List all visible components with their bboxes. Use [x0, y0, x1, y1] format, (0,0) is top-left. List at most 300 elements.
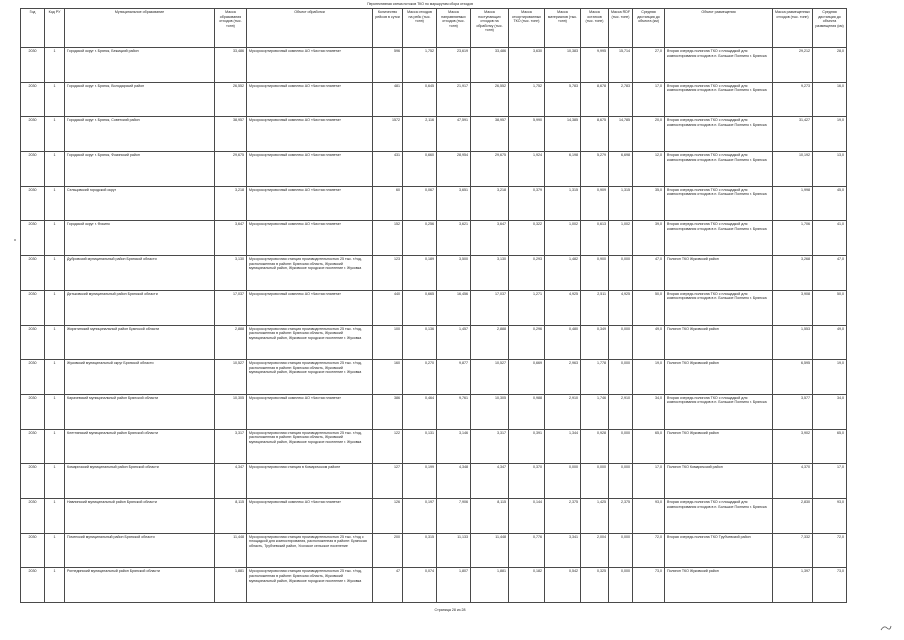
cell-m4: 0,322 — [509, 221, 545, 256]
cell-m3: 17,037 — [471, 290, 509, 325]
cell-year: 2030 — [21, 117, 45, 152]
cell-m5: 6,198 — [545, 152, 581, 187]
cell-trips: 100 — [373, 325, 403, 360]
cell-m2: 11,133 — [437, 533, 471, 568]
cell-m3: 1,881 — [471, 568, 509, 603]
table-row — [21, 152, 847, 187]
table-row — [21, 221, 847, 256]
cell-code: 1 — [45, 394, 65, 429]
cell-mo: Городской округ г. Брянск, Фокинский район — [65, 152, 215, 187]
cell-m4: 3,630 — [509, 48, 545, 83]
cell-mass: 8,115 — [215, 498, 247, 533]
cell-obj: Мусоросортировочный комплекс АО «Чистая планета» — [247, 394, 373, 429]
cell-m7: 4,925 — [609, 290, 633, 325]
cell-obj: Мусоросортировочный комплекс АО «Чистая планета» — [247, 186, 373, 221]
cell-m2: 16,456 — [437, 290, 471, 325]
cell-m3: 29,675 — [471, 152, 509, 187]
cell-year: 2030 — [21, 82, 45, 117]
cell-m2: 1,807 — [437, 568, 471, 603]
cell-year: 2030 — [21, 360, 45, 395]
header-cell: Масса отходов на рейс (тыс. тонн) — [403, 9, 437, 48]
cell-place: Вторая очередь полигона ТКО Трубчевский район — [665, 533, 773, 568]
cell-pm: 3,908 — [773, 290, 813, 325]
cell-pm: 10,192 — [773, 152, 813, 187]
cell-dist: 19,0 — [633, 360, 665, 395]
cell-m3: 26,552 — [471, 82, 509, 117]
cell-mass: 33,486 — [215, 48, 247, 83]
cell-place: Вторая очередь полигона ТКО с площадкой для компостирования отходов в п. Большое Полпино г. Брянска — [665, 290, 773, 325]
cell-pm: 7,332 — [773, 533, 813, 568]
cell-m6: 0,928 — [581, 429, 609, 464]
cell-m1: 0,074 — [403, 568, 437, 603]
cell-trips: 440 — [373, 290, 403, 325]
cell-trips: 47 — [373, 568, 403, 603]
table-row — [21, 290, 847, 325]
cell-mo: Почепский муниципальный район Брянской области — [65, 533, 215, 568]
cell-code: 1 — [45, 186, 65, 221]
cell-mo: Рогнединский муниципальный район Брянской области — [65, 568, 215, 603]
cell-dist: 49,0 — [633, 325, 665, 360]
cell-year: 2030 — [21, 429, 45, 464]
header-cell: Год — [21, 9, 45, 48]
cell-m1: 1,752 — [403, 48, 437, 83]
cell-m4: 0,379 — [509, 186, 545, 221]
cell-pd: 72,0 — [813, 533, 847, 568]
cell-m4: 0,669 — [509, 360, 545, 395]
cell-m1: 2,116 — [403, 117, 437, 152]
cell-m2: 7,906 — [437, 498, 471, 533]
cell-m5: 1,315 — [545, 186, 581, 221]
cell-m1: 0,131 — [403, 429, 437, 464]
cell-obj: Мусоросортировочная станция производительностью 25 тыс. т/год, расположенная в районе: Брянская область, Жуковский муниципальный район, Жуковское городское поселение г. Жуковка — [247, 256, 373, 291]
cell-pd: 45,0 — [813, 186, 847, 221]
cell-m1: 0,256 — [403, 221, 437, 256]
cell-pm: 29,212 — [773, 48, 813, 83]
cell-mo: Навлинский муниципальный район Брянской области — [65, 498, 215, 533]
cell-place: Полигон ТКО Комаричский район — [665, 464, 773, 499]
cell-m1: 0,270 — [403, 360, 437, 395]
cell-m1: 0,645 — [403, 82, 437, 117]
header-cell: Масса размещенных отходов (тыс. тонн) — [773, 9, 813, 48]
cell-place: Полигон ТКО Жуковский район — [665, 429, 773, 464]
cell-m2: 3,621 — [437, 221, 471, 256]
cell-mo: Жирятинский муниципальный район Брянской области — [65, 325, 215, 360]
cell-mo: Дубровский муниципальный район Брянской области — [65, 256, 215, 291]
cell-mo: Карачевский муниципальный район Брянской области — [65, 394, 215, 429]
cell-m5: 2,910 — [545, 394, 581, 429]
page-footer: Страница 28 из 28 — [434, 608, 466, 612]
cell-trips: 1572 — [373, 117, 403, 152]
cell-trips: 123 — [373, 256, 403, 291]
cell-trips: 596 — [373, 48, 403, 83]
table-row — [21, 360, 847, 395]
cell-mass: 3,218 — [215, 186, 247, 221]
header-cell: Код РУ — [45, 9, 65, 48]
cell-m5: 1,002 — [545, 221, 581, 256]
scan-mark-icon — [880, 624, 892, 632]
cell-mo: Жуковский муниципальный округ Брянской области — [65, 360, 215, 395]
cell-m7: 6,698 — [609, 152, 633, 187]
cell-m4: 0,988 — [509, 394, 545, 429]
cell-code: 1 — [45, 533, 65, 568]
cell-year: 2030 — [21, 568, 45, 603]
cell-trips: 122 — [373, 429, 403, 464]
cell-year: 2030 — [21, 325, 45, 360]
cell-obj: Мусоросортировочная станция производительностью 25 тыс. т/год, расположенная в районе: Брянская область, Жуковский муниципальный район, Жуковское городское поселение г. Жуковка — [247, 429, 373, 464]
cell-mo: Городской округ г. Брянск, Бежицкий район — [65, 48, 215, 83]
cell-year: 2030 — [21, 498, 45, 533]
cell-m2: 3,651 — [437, 186, 471, 221]
cell-m3: 10,527 — [471, 360, 509, 395]
cell-m6: 0,000 — [581, 464, 609, 499]
cell-m4: 0,293 — [509, 256, 545, 291]
cell-mass: 38,957 — [215, 117, 247, 152]
cell-place: Вторая очередь полигона ТКО с площадкой для компостирования отходов в п. Большое Полпино г. Брянска — [665, 394, 773, 429]
cell-m5: 4,925 — [545, 290, 581, 325]
cell-pd: 93,0 — [813, 498, 847, 533]
cell-m1: 0,197 — [403, 498, 437, 533]
cell-dist: 27,0 — [633, 48, 665, 83]
cell-dist: 39,0 — [633, 221, 665, 256]
cell-pm: 1,706 — [773, 221, 813, 256]
cell-year: 2030 — [21, 152, 45, 187]
cell-place: Вторая очередь полигона ТКО с площадкой для компостирования отходов в п. Большое Полпино г. Брянска — [665, 117, 773, 152]
cell-dist: 73,0 — [633, 568, 665, 603]
cell-m7: 1,002 — [609, 221, 633, 256]
cell-m2: 4,348 — [437, 464, 471, 499]
cell-dist: 47,0 — [633, 256, 665, 291]
cell-trips: 386 — [373, 394, 403, 429]
cell-m2: 9,761 — [437, 394, 471, 429]
header-cell: Масса RDF (тыс. тонн) — [609, 9, 633, 48]
cell-pd: 34,0 — [813, 394, 847, 429]
cell-mass: 3,317 — [215, 429, 247, 464]
cell-pd: 16,0 — [813, 82, 847, 117]
header-cell: Муниципальное образование — [65, 9, 215, 48]
cell-obj: Мусоросортировочная станция производительностью 25 тыс. т/год с площадкой для компостирования, расположенная в районе: Брянская область, Трубчевский район, Усохское сельское поселение — [247, 533, 373, 568]
cell-m1: 0,199 — [403, 464, 437, 499]
cell-code: 1 — [45, 429, 65, 464]
cell-m1: 0,189 — [403, 256, 437, 291]
cell-code: 1 — [45, 221, 65, 256]
cell-trips: 431 — [373, 152, 403, 187]
cell-m7: 0,000 — [609, 256, 633, 291]
cell-m6: 1,778 — [581, 360, 609, 395]
cell-m3: 8,115 — [471, 498, 509, 533]
cell-trips: 200 — [373, 533, 403, 568]
table-row — [21, 325, 847, 360]
cell-trips: 60 — [373, 186, 403, 221]
cell-m1: 0,464 — [403, 394, 437, 429]
cell-pm: 1,998 — [773, 186, 813, 221]
cell-m2: 1,457 — [437, 325, 471, 360]
cell-obj: Мусоросортировочная станция производительностью 25 тыс. т/год, расположенная в районе: Брянская область, Жуковский муниципальный район, Жуковское городское поселение г. Жуковка — [247, 568, 373, 603]
cell-m2: 23,619 — [437, 48, 471, 83]
cell-m2: 47,591 — [437, 117, 471, 152]
cell-pd: 19,0 — [813, 117, 847, 152]
cell-m6: 0,909 — [581, 186, 609, 221]
header-row — [21, 9, 847, 48]
cell-pd: 19,0 — [813, 360, 847, 395]
cell-m6: 8,678 — [581, 82, 609, 117]
cell-pm: 3,902 — [773, 429, 813, 464]
cell-m2: 3,500 — [437, 256, 471, 291]
cell-pm: 4,370 — [773, 464, 813, 499]
cell-obj: Мусоросортировочный комплекс АО «Чистая планета» — [247, 82, 373, 117]
cell-m4: 5,990 — [509, 117, 545, 152]
cell-mass: 10,527 — [215, 360, 247, 395]
cell-m3: 11,448 — [471, 533, 509, 568]
cell-mo: Городской округ г. Брянск, Володарский район — [65, 82, 215, 117]
cell-m3: 2,888 — [471, 325, 509, 360]
cell-year: 2030 — [21, 48, 45, 83]
cell-m1: 0,660 — [403, 152, 437, 187]
cell-trips: 160 — [373, 360, 403, 395]
cell-year: 2030 — [21, 533, 45, 568]
cell-code: 1 — [45, 117, 65, 152]
cell-dist: 20,0 — [633, 117, 665, 152]
cell-m1: 0,665 — [403, 290, 437, 325]
cell-m5: 1,344 — [545, 429, 581, 464]
cell-m5: 1,482 — [545, 256, 581, 291]
cell-trips: 481 — [373, 82, 403, 117]
cell-code: 1 — [45, 498, 65, 533]
header-cell: Масса остатков (тыс. тонн) — [581, 9, 609, 48]
cell-trips: 152 — [373, 221, 403, 256]
cell-m7: 1,315 — [609, 186, 633, 221]
cell-year: 2030 — [21, 290, 45, 325]
cell-year: 2030 — [21, 186, 45, 221]
cell-m7: 0,000 — [609, 360, 633, 395]
cell-dist: 35,0 — [633, 186, 665, 221]
cell-obj: Мусоросортировочный комплекс АО «Чистая планета» — [247, 48, 373, 83]
cell-pd: 65,0 — [813, 429, 847, 464]
cell-dist: 50,0 — [633, 290, 665, 325]
cell-m4: 0,776 — [509, 533, 545, 568]
table-row — [21, 533, 847, 568]
table-row — [21, 568, 847, 603]
cell-place: Вторая очередь полигона ТКО с площадкой для компостирования отходов в п. Большое Полпино г. Брянска — [665, 186, 773, 221]
cell-obj: Мусоросортировочная станция в Комаричском районе — [247, 464, 373, 499]
cell-mo: Дятьковский муниципальный район Брянской области — [65, 290, 215, 325]
cell-dist: 34,0 — [633, 394, 665, 429]
cell-m3: 33,486 — [471, 48, 509, 83]
cell-obj: Мусоросортировочная станция производительностью 25 тыс. т/год, расположенная в районе: Брянская область, Жуковский муниципальный район, Жуковское городское поселение г. Жуковка — [247, 360, 373, 395]
cell-dist: 17,0 — [633, 82, 665, 117]
cell-dist: 65,0 — [633, 429, 665, 464]
cell-mass: 17,037 — [215, 290, 247, 325]
cell-mass: 11,448 — [215, 533, 247, 568]
cell-obj: Мусоросортировочная станция производительностью 25 тыс. т/год, расположенная в районе: Брянская область, Жуковский муниципальный район, Жуковское городское поселение г. Жуковка — [247, 325, 373, 360]
cell-pm: 2,830 — [773, 498, 813, 533]
cell-pd: 28,0 — [813, 48, 847, 83]
cell-mo: Комаричский муниципальный район Брянской области — [65, 464, 215, 499]
cell-m6: 9,995 — [581, 48, 609, 83]
cell-m5: 0,542 — [545, 568, 581, 603]
cell-pm: 1,397 — [773, 568, 813, 603]
header-cell: Объект обработки — [247, 9, 373, 48]
cell-m2: 21,917 — [437, 82, 471, 117]
table-row — [21, 256, 847, 291]
header-cell: Масса образования отходов (тыс. тонн) — [215, 9, 247, 48]
cell-m6: 0,613 — [581, 221, 609, 256]
cell-mass: 4,347 — [215, 464, 247, 499]
cell-code: 1 — [45, 568, 65, 603]
header-cell: Масса поступающих отходов на обработку (тыс. тонн) — [471, 9, 509, 48]
cell-m7: 2,375 — [609, 498, 633, 533]
cell-obj: Мусоросортировочный комплекс АО «Чистая планета» — [247, 498, 373, 533]
cell-mo: Городской округ г. Брянск, Советский район — [65, 117, 215, 152]
cell-dist: 72,0 — [633, 533, 665, 568]
cell-trips: 126 — [373, 498, 403, 533]
cell-mass: 29,675 — [215, 152, 247, 187]
cell-m5: 0,480 — [545, 325, 581, 360]
cell-mass: 26,552 — [215, 82, 247, 117]
cell-m2: 28,954 — [437, 152, 471, 187]
cell-pm: 3,268 — [773, 256, 813, 291]
cell-pd: 47,0 — [813, 256, 847, 291]
cell-m6: 2,004 — [581, 533, 609, 568]
cell-pd: 73,0 — [813, 568, 847, 603]
cell-place: Вторая очередь полигона ТКО с площадкой для компостирования отходов в п. Большое Полпино г. Брянска — [665, 221, 773, 256]
cell-pd: 17,0 — [813, 464, 847, 499]
cell-place: Полигон ТКО Жуковский район — [665, 360, 773, 395]
cell-m7: 0,000 — [609, 429, 633, 464]
header-cell: Средняя дистанция до объекта (км) — [633, 9, 665, 48]
cell-m5: 0,000 — [545, 464, 581, 499]
cell-year: 2030 — [21, 221, 45, 256]
cell-code: 1 — [45, 48, 65, 83]
cell-m7: 14,785 — [609, 117, 633, 152]
cell-obj: Мусоросортировочный комплекс АО «Чистая планета» — [247, 117, 373, 152]
cell-m1: 0,136 — [403, 325, 437, 360]
cell-code: 1 — [45, 464, 65, 499]
cell-m6: 0,325 — [581, 568, 609, 603]
cell-m4: 1,752 — [509, 82, 545, 117]
cell-m6: 0,349 — [581, 325, 609, 360]
cell-m2: 9,877 — [437, 360, 471, 395]
cell-place: Вторая очередь полигона ТКО с площадкой для компостирования отходов в п. Большое Полпино г. Брянска — [665, 152, 773, 187]
cell-dist: 12,0 — [633, 152, 665, 187]
scan-dot — [14, 239, 16, 241]
cell-code: 1 — [45, 256, 65, 291]
cell-m7: 0,000 — [609, 325, 633, 360]
cell-m4: 1,271 — [509, 290, 545, 325]
cell-pm: 9,273 — [773, 82, 813, 117]
cell-pm: 6,595 — [773, 360, 813, 395]
cell-m5: 2,375 — [545, 498, 581, 533]
cell-m3: 3,647 — [471, 221, 509, 256]
cell-mass: 3,130 — [215, 256, 247, 291]
cell-m7: 2,910 — [609, 394, 633, 429]
cell-m4: 0,144 — [509, 498, 545, 533]
cell-m6: 1,746 — [581, 394, 609, 429]
cell-m5: 10,383 — [545, 48, 581, 83]
cell-mass: 3,647 — [215, 221, 247, 256]
cell-year: 2030 — [21, 256, 45, 291]
header-cell: Средняя дистанция до объекта размещения (км) — [813, 9, 847, 48]
cell-m4: 0,182 — [509, 568, 545, 603]
table-row — [21, 464, 847, 499]
cell-m3: 38,957 — [471, 117, 509, 152]
cell-m4: 0,391 — [509, 429, 545, 464]
header-cell: Количество рейсов в сутки — [373, 9, 403, 48]
cell-m2: 3,146 — [437, 429, 471, 464]
cell-m3: 10,305 — [471, 394, 509, 429]
cell-m5: 5,783 — [545, 82, 581, 117]
table-row — [21, 48, 847, 83]
cell-m3: 4,347 — [471, 464, 509, 499]
cell-m7: 2,783 — [609, 82, 633, 117]
cell-mass: 2,888 — [215, 325, 247, 360]
cell-m1: 0,067 — [403, 186, 437, 221]
table-row — [21, 498, 847, 533]
table-row — [21, 394, 847, 429]
cell-dist: 17,0 — [633, 464, 665, 499]
table-row — [21, 117, 847, 152]
cell-pm: 1,553 — [773, 325, 813, 360]
waste-flow-table — [20, 8, 847, 603]
table-row — [21, 186, 847, 221]
cell-m4: 1,924 — [509, 152, 545, 187]
table-caption: Перспективная схема потоков ТКО по маршрутам сбора отходов — [367, 2, 473, 6]
table-row — [21, 429, 847, 464]
cell-obj: Мусоросортировочный комплекс АО «Чистая планета» — [247, 290, 373, 325]
cell-m5: 3,341 — [545, 533, 581, 568]
table-row — [21, 82, 847, 117]
cell-code: 1 — [45, 152, 65, 187]
cell-mo: Клетнянский муниципальный район Брянской области — [65, 429, 215, 464]
cell-place: Вторая очередь полигона ТКО с площадкой для компостирования отходов в п. Большое Полпино г. Брянска — [665, 498, 773, 533]
cell-m6: 8,675 — [581, 117, 609, 152]
cell-m5: 2,963 — [545, 360, 581, 395]
cell-mass: 10,305 — [215, 394, 247, 429]
cell-place: Вторая очередь полигона ТКО с площадкой для компостирования отходов в п. Большое Полпино г. Брянска — [665, 48, 773, 83]
cell-m7: 0,000 — [609, 568, 633, 603]
cell-obj: Мусоросортировочный комплекс АО «Чистая планета» — [247, 221, 373, 256]
cell-place: Полигон ТКО Жуковский район — [665, 568, 773, 603]
cell-m1: 0,315 — [403, 533, 437, 568]
header-cell: Масса материалов (тыс. тонн) — [545, 9, 581, 48]
cell-trips: 127 — [373, 464, 403, 499]
cell-obj: Мусоросортировочный комплекс АО «Чистая планета» — [247, 152, 373, 187]
cell-pd: 49,0 — [813, 325, 847, 360]
cell-m7: 0,000 — [609, 464, 633, 499]
cell-m3: 3,130 — [471, 256, 509, 291]
cell-m3: 3,317 — [471, 429, 509, 464]
cell-pd: 13,0 — [813, 152, 847, 187]
cell-m7: 15,714 — [609, 48, 633, 83]
cell-pd: 50,0 — [813, 290, 847, 325]
cell-m4: 0,296 — [509, 325, 545, 360]
cell-pm: 3,577 — [773, 394, 813, 429]
cell-place: Полигон ТКО Жуковский район — [665, 325, 773, 360]
cell-pm: 31,427 — [773, 117, 813, 152]
cell-m6: 1,425 — [581, 498, 609, 533]
cell-code: 1 — [45, 290, 65, 325]
cell-m6: 0,900 — [581, 256, 609, 291]
cell-place: Полигон ТКО Жуковский район — [665, 256, 773, 291]
cell-m6: 5,279 — [581, 152, 609, 187]
cell-code: 1 — [45, 82, 65, 117]
cell-m4: 0,370 — [509, 464, 545, 499]
cell-m3: 3,218 — [471, 186, 509, 221]
cell-mo: Сельцовский городской округ — [65, 186, 215, 221]
cell-m6: 2,511 — [581, 290, 609, 325]
cell-m7: 0,000 — [609, 533, 633, 568]
header-cell: Масса отсортированных ТКО (тыс. тонн) — [509, 9, 545, 48]
header-cell: Масса направляемых отходов (тыс. тонн) — [437, 9, 471, 48]
